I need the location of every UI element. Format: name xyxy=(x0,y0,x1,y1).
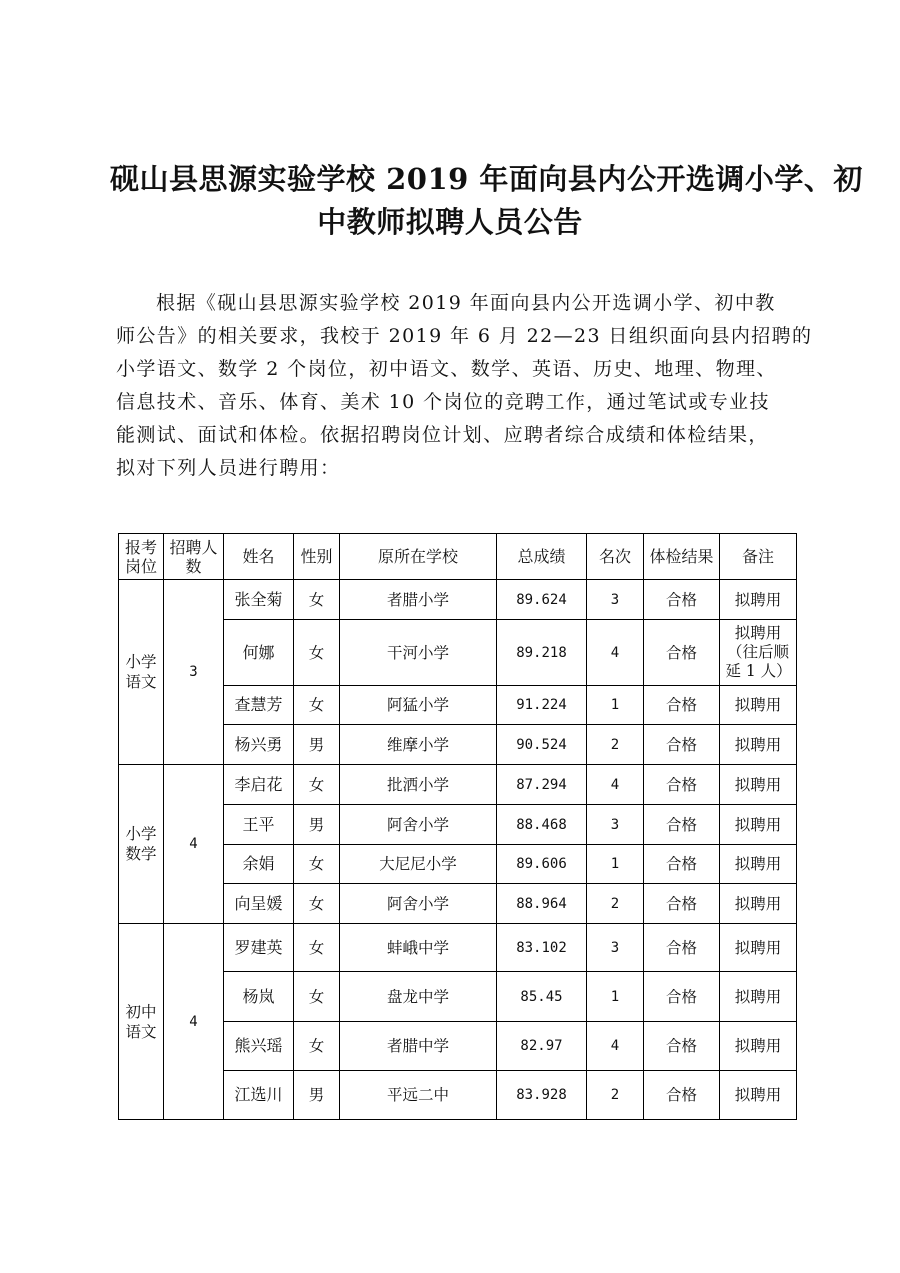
score-cell: 91.224 xyxy=(497,686,587,725)
rank-cell: 1 xyxy=(587,845,644,884)
remark-cell: 拟聘用（往后顺延 1 人） xyxy=(720,620,797,686)
gender-cell: 女 xyxy=(294,686,340,725)
table-row xyxy=(119,580,797,620)
school-cell: 干河小学 xyxy=(340,620,497,686)
rank-cell: 2 xyxy=(587,1071,644,1120)
exam-cell: 合格 xyxy=(644,972,720,1022)
gender-cell: 男 xyxy=(294,1071,340,1120)
table-row xyxy=(119,765,797,805)
quota-cell: 4 xyxy=(164,765,224,924)
title-line-1: 砚山县思源实验学校 2019 年面向县内公开选调小学、初 xyxy=(110,162,863,196)
score-cell: 82.97 xyxy=(497,1022,587,1071)
score-cell: 89.624 xyxy=(497,580,587,620)
rank-cell: 1 xyxy=(587,972,644,1022)
score-cell: 83.928 xyxy=(497,1071,587,1120)
gender-cell: 女 xyxy=(294,845,340,884)
gender-cell: 女 xyxy=(294,620,340,686)
rank-cell: 2 xyxy=(587,884,644,924)
rank-cell: 3 xyxy=(587,580,644,620)
body-line: 师公告》的相关要求，我校于 2019 年 6 月 22—23 日组织面向县内招聘的 xyxy=(116,325,813,347)
remark-cell: 拟聘用 xyxy=(720,972,797,1022)
school-cell: 者腊小学 xyxy=(340,580,497,620)
name-cell: 余娟 xyxy=(224,845,294,884)
remark-cell: 拟聘用 xyxy=(720,725,797,765)
remark-cell: 拟聘用 xyxy=(720,765,797,805)
score-cell: 85.45 xyxy=(497,972,587,1022)
header-gender: 性别 xyxy=(294,534,340,580)
score-cell: 89.218 xyxy=(497,620,587,686)
quota-cell: 4 xyxy=(164,924,224,1120)
school-cell: 平远二中 xyxy=(340,1071,497,1120)
document-title xyxy=(110,158,863,244)
header-exam: 体检结果 xyxy=(644,534,720,580)
remark-cell: 拟聘用 xyxy=(720,884,797,924)
table-header-row xyxy=(119,534,797,580)
gender-cell: 女 xyxy=(294,1022,340,1071)
table-row xyxy=(119,924,797,972)
school-cell: 维摩小学 xyxy=(340,725,497,765)
gender-cell: 女 xyxy=(294,765,340,805)
name-cell: 熊兴瑶 xyxy=(224,1022,294,1071)
gender-cell: 女 xyxy=(294,972,340,1022)
score-cell: 88.468 xyxy=(497,805,587,845)
gender-cell: 女 xyxy=(294,884,340,924)
score-cell: 88.964 xyxy=(497,884,587,924)
rank-cell: 3 xyxy=(587,924,644,972)
rank-cell: 1 xyxy=(587,686,644,725)
name-cell: 杨岚 xyxy=(224,972,294,1022)
header-position: 报考岗位 xyxy=(119,534,164,580)
remark-cell: 拟聘用 xyxy=(720,1022,797,1071)
name-cell: 查慧芳 xyxy=(224,686,294,725)
header-score: 总成绩 xyxy=(497,534,587,580)
name-cell: 杨兴勇 xyxy=(224,725,294,765)
exam-cell: 合格 xyxy=(644,924,720,972)
quota-cell: 3 xyxy=(164,580,224,765)
name-cell: 张全菊 xyxy=(224,580,294,620)
exam-cell: 合格 xyxy=(644,620,720,686)
name-cell: 江选川 xyxy=(224,1071,294,1120)
remark-cell: 拟聘用 xyxy=(720,580,797,620)
exam-cell: 合格 xyxy=(644,725,720,765)
score-cell: 87.294 xyxy=(497,765,587,805)
school-cell: 阿猛小学 xyxy=(340,686,497,725)
hiring-table xyxy=(118,533,797,1120)
exam-cell: 合格 xyxy=(644,686,720,725)
body-line: 拟对下列人员进行聘用： xyxy=(116,457,341,479)
score-cell: 90.524 xyxy=(497,725,587,765)
school-cell: 批洒小学 xyxy=(340,765,497,805)
remark-cell: 拟聘用 xyxy=(720,845,797,884)
remark-cell: 拟聘用 xyxy=(720,805,797,845)
rank-cell: 4 xyxy=(587,765,644,805)
school-cell: 蚌峨中学 xyxy=(340,924,497,972)
header-school: 原所在学校 xyxy=(340,534,497,580)
rank-cell: 4 xyxy=(587,1022,644,1071)
body-line: 根据《砚山县思源实验学校 2019 年面向县内公开选调小学、初中教 xyxy=(156,292,776,314)
name-cell: 王平 xyxy=(224,805,294,845)
rank-cell: 4 xyxy=(587,620,644,686)
gender-cell: 女 xyxy=(294,924,340,972)
score-cell: 89.606 xyxy=(497,845,587,884)
body-line: 能测试、面试和体检。依据招聘岗位计划、应聘者综合成绩和体检结果， xyxy=(116,424,769,446)
remark-cell: 拟聘用 xyxy=(720,1071,797,1120)
position-cell: 小学语文 xyxy=(119,580,164,765)
header-rank: 名次 xyxy=(587,534,644,580)
body-line: 小学语文、数学 2 个岗位，初中语文、数学、英语、历史、地理、物理、 xyxy=(116,358,777,380)
exam-cell: 合格 xyxy=(644,1022,720,1071)
name-cell: 向呈媛 xyxy=(224,884,294,924)
exam-cell: 合格 xyxy=(644,884,720,924)
exam-cell: 合格 xyxy=(644,845,720,884)
school-cell: 阿舍小学 xyxy=(340,884,497,924)
body-line: 信息技术、音乐、体育、美术 10 个岗位的竞聘工作，通过笔试或专业技 xyxy=(116,391,770,413)
school-cell: 者腊中学 xyxy=(340,1022,497,1071)
score-cell: 83.102 xyxy=(497,924,587,972)
position-cell: 小学数学 xyxy=(119,765,164,924)
header-name: 姓名 xyxy=(224,534,294,580)
rank-cell: 3 xyxy=(587,805,644,845)
header-remark: 备注 xyxy=(720,534,797,580)
remark-cell: 拟聘用 xyxy=(720,924,797,972)
rank-cell: 2 xyxy=(587,725,644,765)
exam-cell: 合格 xyxy=(644,765,720,805)
announcement-body xyxy=(116,287,813,485)
position-cell: 初中语文 xyxy=(119,924,164,1120)
gender-cell: 女 xyxy=(294,580,340,620)
gender-cell: 男 xyxy=(294,725,340,765)
school-cell: 大尼尼小学 xyxy=(340,845,497,884)
school-cell: 盘龙中学 xyxy=(340,972,497,1022)
school-cell: 阿舍小学 xyxy=(340,805,497,845)
gender-cell: 男 xyxy=(294,805,340,845)
exam-cell: 合格 xyxy=(644,580,720,620)
exam-cell: 合格 xyxy=(644,1071,720,1120)
name-cell: 罗建英 xyxy=(224,924,294,972)
title-line-2: 中教师拟聘人员公告 xyxy=(317,205,583,239)
name-cell: 何娜 xyxy=(224,620,294,686)
exam-cell: 合格 xyxy=(644,805,720,845)
header-quota: 招聘人数 xyxy=(164,534,224,580)
remark-cell: 拟聘用 xyxy=(720,686,797,725)
name-cell: 李启花 xyxy=(224,765,294,805)
